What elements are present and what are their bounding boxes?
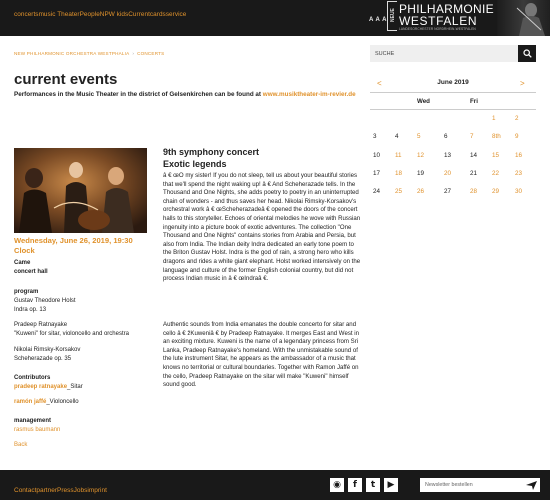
- music-theater-link[interactable]: www.musiktheater-im-revier.de: [262, 91, 356, 98]
- calendar-day[interactable]: 12: [417, 152, 425, 159]
- footer-link-contact[interactable]: Contact: [14, 487, 37, 494]
- intro-label: Performances in the Music Theater in the district of Gelsenkirchen can be found at: [14, 91, 263, 98]
- logo-line1: PHILHARMONIE: [399, 2, 494, 16]
- calendar-next-button[interactable]: >: [520, 79, 525, 88]
- youtube-button[interactable]: [384, 478, 398, 492]
- footer-link-imprint[interactable]: imprint: [87, 487, 107, 494]
- logo-tagline: LANDESORCHESTER NORDRHEIN-WESTFALEN: [399, 27, 476, 31]
- contributor-role: _Sitar: [67, 384, 83, 390]
- event-photo: [14, 148, 147, 233]
- calendar-day[interactable]: 30: [515, 188, 523, 195]
- calendar-prev-button[interactable]: <: [377, 79, 382, 88]
- twitter-button[interactable]: [366, 478, 380, 492]
- program-piece: Scheherazade op. 35: [14, 356, 72, 362]
- calendar-day[interactable]: 11: [395, 152, 402, 159]
- breadcrumb-item-orchestra[interactable]: NEW PHILHARMONIC ORCHESTRA WESTPHALIA: [14, 51, 130, 56]
- calendar-day: 4: [395, 133, 399, 140]
- program-piece: "Kuweni" for sitar, violoncello and orchestra: [14, 331, 129, 337]
- contributor-item: [14, 383, 83, 391]
- program-composer: Gustav Theodore Holst: [14, 298, 76, 304]
- newsletter-submit-button[interactable]: [523, 478, 540, 492]
- calendar-divider: [370, 109, 536, 110]
- newsletter-box: [420, 478, 540, 492]
- contributor-role: _Violoncello: [46, 399, 79, 405]
- contributor-link[interactable]: pradeep ratnayake: [14, 384, 68, 390]
- search-button[interactable]: [518, 45, 536, 62]
- breadcrumb-separator: ›: [132, 51, 135, 56]
- event-description-2: Authentic sounds from India emanates the double concerto for sitar and cello â € žKuweniâ € by Pradeep Ratnayake. It merges East and West in an exciting mixture. Kuweni is the name of a legendary princess from Sri Lanka, Pradeep Ratnayake's homeland. With the unmistakable sound of the lute instrument Sitar, he appears as the ambassador of a music that knows no territorial or cultural boundaries. Together with Ramon Jaffé on the cello, Pradeep Ratnayake on the sitar will make "Kuweni" himself sound good.: [163, 321, 360, 389]
- footer-link-jobs[interactable]: Jobs: [73, 487, 88, 494]
- footer-link-press[interactable]: Press: [57, 487, 74, 494]
- twitter-icon: t: [370, 480, 376, 490]
- calendar-day: 21: [470, 170, 478, 177]
- calendar-day[interactable]: 5: [417, 133, 421, 140]
- search-icon: [523, 49, 532, 58]
- calendar-day[interactable]: 8th: [492, 133, 501, 140]
- rss-button[interactable]: [330, 478, 344, 492]
- program-piece: Indra op. 13: [14, 307, 47, 313]
- nav-item-current[interactable]: Current: [128, 11, 150, 18]
- management-label: management: [14, 418, 52, 424]
- calendar-day[interactable]: 25: [395, 188, 403, 195]
- send-icon: [523, 478, 540, 492]
- nav-item-concerts[interactable]: concerts: [14, 11, 39, 18]
- calendar-divider: [370, 92, 536, 93]
- page-title: current events: [14, 71, 118, 88]
- calendar-dow-wed: Wed: [417, 98, 430, 105]
- calendar-day[interactable]: 1: [492, 115, 496, 122]
- event-description: â € œO my sister! If you do not sleep, tell us about your beautiful stories that we'll spend the night waking up! â € And Scheherazade tells. In the Thousand and One Nights, she adds poetry to poetry in an uninterrupted chain of wonders - and thus saves her head. Nikolai Rimsky-Korsakov's orchestral work â € œScheherazadeâ € opened the doors of the concert halls to this storyteller. Echoes of oriental melodies he wove with Russian ingenuity into a picture book of exotic adventures. The collection "One Thousand and One Nights" contains stories from Arabia and Persia, but also from India. The Indian deity Indra dedicated an early tone poem to the Briton Gustav Holst. Indra is the god of rain, a strong hero who kills dragons and rides a white giant elephant. Holst worked intensively on the language and culture of the former English colonial country, but did not process Indian music in â € œIndraâ €.: [163, 172, 361, 283]
- breadcrumb: [14, 51, 164, 56]
- calendar-day[interactable]: 7: [470, 133, 474, 140]
- management-item: [14, 426, 60, 434]
- program-composer: Nikolai Rimsky-Korsakov: [14, 347, 81, 353]
- nav-item-service[interactable]: service: [165, 11, 187, 18]
- event-venue: concert hall: [14, 269, 48, 275]
- calendar-month: June 2019: [437, 79, 469, 86]
- back-link[interactable]: Back: [14, 442, 28, 448]
- calendar-day[interactable]: 22: [492, 170, 500, 177]
- calendar-day[interactable]: 9: [515, 133, 519, 140]
- calendar-day: 14: [470, 152, 478, 159]
- logo-neue: NEUE: [390, 8, 396, 22]
- calendar-day[interactable]: 26: [417, 188, 425, 195]
- calendar-day: 19: [417, 170, 425, 177]
- nav-item-npw-kids[interactable]: NPW kids: [99, 11, 129, 18]
- contributors-label: Contributors: [14, 375, 51, 381]
- newsletter-input[interactable]: [420, 478, 520, 492]
- back-item: [14, 441, 27, 449]
- calendar-day[interactable]: 2: [515, 115, 519, 122]
- event-venue-label: Came: [14, 260, 31, 266]
- header-photo: [497, 0, 550, 36]
- nav-item-people[interactable]: People: [79, 11, 100, 18]
- event-title: [163, 146, 259, 170]
- breadcrumb-item-concerts[interactable]: CONCERTS: [137, 51, 165, 56]
- top-bar: [0, 0, 550, 36]
- calendar-day: 13: [444, 152, 452, 159]
- footer: [0, 470, 550, 500]
- calendar-day: 24: [373, 188, 381, 195]
- footer-nav: [14, 487, 107, 494]
- calendar-day[interactable]: 16: [515, 152, 523, 159]
- contributor-link[interactable]: ramón jaffé: [14, 399, 47, 405]
- calendar-day: 6: [444, 133, 448, 140]
- calendar-day: 10: [373, 152, 381, 159]
- event-title-line1: 9th symphony concert: [163, 147, 260, 157]
- management-link[interactable]: rasmus baumann: [14, 427, 61, 433]
- text-size-switcher[interactable]: A A A: [369, 17, 387, 23]
- event-calendar: [370, 78, 536, 200]
- facebook-icon: f: [353, 480, 357, 490]
- calendar-day: 17: [373, 170, 381, 177]
- facebook-button[interactable]: [348, 478, 362, 492]
- main-nav: [14, 11, 186, 18]
- search-box: [370, 45, 536, 62]
- calendar-day[interactable]: 18: [395, 170, 403, 177]
- calendar-day[interactable]: 29: [492, 188, 500, 195]
- calendar-day[interactable]: 20: [444, 170, 452, 177]
- event-title-line2: Exotic legends: [163, 159, 227, 169]
- calendar-day[interactable]: 28: [470, 188, 478, 195]
- nav-item-music-theater[interactable]: music Theater: [38, 11, 80, 18]
- logo-line2: WESTFALEN: [399, 14, 478, 28]
- search-input[interactable]: [370, 45, 518, 62]
- footer-link-partner[interactable]: partner: [36, 487, 58, 494]
- calendar-dow-fri: Fri: [470, 98, 478, 105]
- program-composer: Pradeep Ratnayake: [14, 322, 68, 328]
- program-label: program: [14, 289, 39, 295]
- nav-item-cards[interactable]: cards: [149, 11, 166, 18]
- calendar-day: 27: [444, 188, 452, 195]
- calendar-day[interactable]: 23: [515, 170, 523, 177]
- youtube-icon: ▶: [387, 480, 395, 490]
- calendar-day: 3: [373, 133, 377, 140]
- intro-text: [14, 90, 360, 99]
- rss-icon: ◉: [333, 480, 341, 490]
- site-logo[interactable]: [384, 0, 494, 34]
- event-datetime: Wednesday, June 26, 2019, 19:30 Clock: [14, 236, 133, 255]
- calendar-day[interactable]: 15: [492, 152, 500, 159]
- contributor-item: [14, 398, 79, 406]
